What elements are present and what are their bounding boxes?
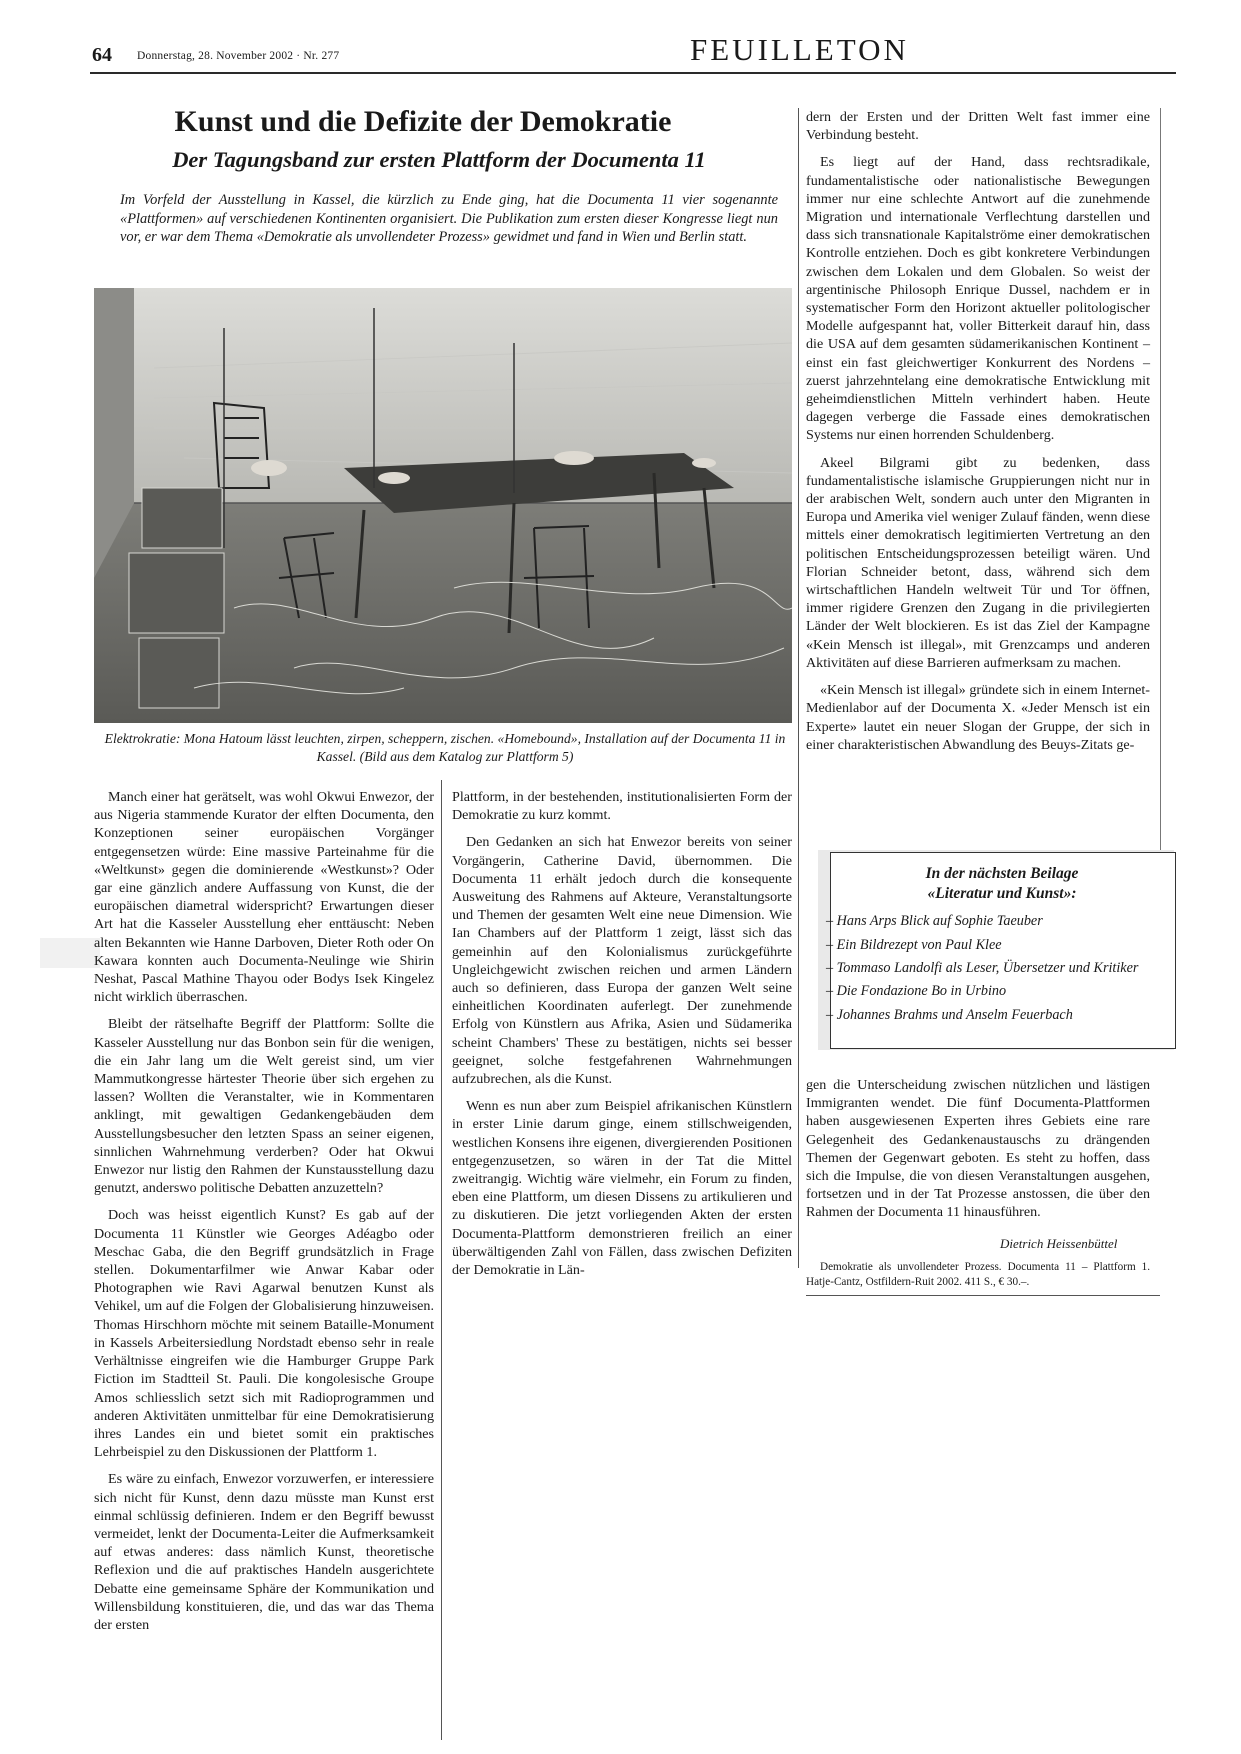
sidebar-box-item: – Hans Arps Blick auf Sophie Taeuber	[826, 913, 1043, 929]
paragraph: Wenn es nun aber zum Beispiel afrikanischen Künstlern in erster Linie darum ginge, einem stillschweigenden, westlichen Konsens ihre eigenen, divergierenden Positionen entgegenzusetzen, so wären in der Tat die Mittel zweitrangig. Wichtig wäre vielmehr, ein Forum zu finden, eben eine Plattform, um diesen Dissens zu artikulieren und zu diskutieren. Die jetzt vorliegenden Akten der ersten Documenta-Plattform demonstrieren freilich an einer überwältigenden Zahl von Fällen, dass zwischen Defiziten der Demokratie in Län-	[452, 1098, 792, 1279]
paragraph: Es wäre zu einfach, Enwezor vorzuwerfen, er interessiere sich nicht für Kunst, denn dazu müsste man Kunst erst einmal schlüssig definieren. Indem er den Begriff bewusst vermeidet, lenkt der Documenta-Leiter die Aufmerksamkeit auf etwas anderes: dass nämlich Kunst, theoretische Reflexion und die auf praktisches Handeln ausgerichtete Debatte eine gemeinsame Sphäre der Kommunikation und Willensbildung konstituieren, die, und das war das Thema der ersten	[94, 1471, 434, 1633]
article-column-3	[806, 108, 1150, 754]
subheadline: Der Tagungsband zur ersten Plattform der Documenta 11	[172, 147, 706, 172]
photo-caption: Elektrokratie: Mona Hatoum lässt leuchten, zirpen, scheppern, zischen. «Homebound», Installation auf der Documenta 11 in Kassel. (Bild aus dem Katalog zur Plattform 5)	[104, 731, 786, 765]
article-column-2	[452, 788, 792, 1279]
installation-photo	[94, 288, 792, 723]
paragraph: gen die Unterscheidung zwischen nützlichen und lästigen Immigranten wendet. Die fünf Documenta-Plattformen haben ausgewiesenen Experten ihres Gebiets eine rare Gelegenheit des Gedankenaustauschs zu drängenden Themen der Gegenwart geboten. Es steht zu hoffen, dass sich die Impulse, die von diesen Veranstaltungen ausgehen, fortsetzen und in der Tat Prozesse anstossen, die über den Rahmen der Documenta 11 hinausführen.	[806, 1077, 1150, 1221]
sidebar-box-item: – Die Fondazione Bo in Urbino	[826, 983, 1007, 1000]
sidebar-box-item: – Ein Bildrezept von Paul Klee	[826, 936, 1002, 953]
paragraph: «Kein Mensch ist illegal» gründete sich in einem Internet-Medienlabor auf der Documenta X. «Jeder Mensch ist ein Experte» lautet ein neuer Slogan der Gruppe, der sich in einer charakteristischen Abwandlung des Beuys-Zitats ge-	[806, 682, 1150, 753]
paragraph: Den Gedanken an sich hat Enwezor bereits von seiner Vorgängerin, Catherine David, übernommen. Die Documenta 11 erhält jedoch durch die konsequente Ausweitung des Rahmens auf Akteure, Veranstaltungsorte und Themen der gesamten Welt eine neue Dimension. Wie Ian Chambers auf der Plattform 1 zeigt, lässt sich das gemeinhin auf den Kolonialismus zurückgeführte Ungleichgewicht zwischen reichen und armen Ländern auch so definieren, dass Europa der ganzen Welt seine einheitlichen Koordinaten auferlegt. Der zunehmende Erfolg von Künstlern aus Afrika, Asien und Südamerika scheint Chambers' These zu bestätigen, nichts sei besser geeignet, solche festgefahrenen Wahrnehmungen aufzubrechen, als die Kunst.	[452, 834, 792, 1088]
masthead-rule	[90, 72, 1176, 74]
sidebar-box-title-line: In der nächsten Beilage	[925, 865, 1079, 882]
headline: Kunst und die Defizite der Demokratie	[174, 105, 672, 138]
paragraph: Plattform, in der bestehenden, institutionalisierten Form der Demokratie zu kurz kommt.	[452, 789, 792, 824]
sidebar-box-list	[826, 910, 1146, 1027]
paragraph: Bleibt der rätselhafte Begriff der Plattform: Sollte die Kasseler Ausstellung nur das Bonbon sein für die wenigen, die ein Jahr lang um die Welt gereist sind, um vier Mammutkongresse härtester Theorie über sich ergehen zu lassen? Wollten die Veranstalter, wie in Kommentaren anklingt, mit gewaltigen Gedankengebäuden dem Ausstellungsbesucher den letzten Spass an seiner eigenen, sinnlichen Wahrnehmung verderben? Oder hat Okwui Enwezor nur listig den Rahmen der Kunstausstellung dazu genutzt, anderswo politische Debatten anzuzetteln?	[94, 1016, 434, 1197]
sidebar-box-title	[830, 864, 1174, 904]
column-divider	[441, 780, 442, 1740]
scan-artifact	[40, 938, 100, 968]
paragraph: dern der Ersten und der Dritten Welt fast immer eine Verbindung besteht.	[806, 109, 1150, 144]
paragraph: Es liegt auf der Hand, dass rechtsradikale, fundamentalistische oder nationalistische Bewegungen immer nur eine schlechte Antwort auf die zunehmende Migration und internationale Verflechtung darstellen und dass sich transnationale Kapitalströme einer demokratischen Kontrolle entziehen. Doch es gibt konkretere Verbindungen zwischen dem Lokalen und dem Globalen. So weist der argentinische Philosoph Enrique Dussel, nachdem er in systematischer Form den Horizont aktueller politologischer Modelle aufgespannt hat, voller Bitterkeit darauf hin, dass die USA auf dem gesamten südamerikanischen Kontinent – einst ein fast gleichwertiger Konkurrent des Nordens – zuerst jahrzehntelang eine demokratische Entwicklung mit geheimdienstlichen Mitteln verhindert haben. Heute dagegen verberge die Fassade eines demokratischen Systems nur einen horrenden Schuldenberg.	[806, 154, 1150, 444]
bibliographic-note: Demokratie als unvollendeter Prozess. Documenta 11 – Plattform 1. Hatje-Cantz, Ostfildern-Ruit 2002. 411 S., € 30.–.	[806, 1261, 1150, 1288]
paragraph: Manch einer hat gerätselt, was wohl Okwui Enwezor, der aus Nigeria stammende Kurator der elften Documenta, den Konzeptionen seiner europäischen Vorgänger entgegensetzen würde: Eine massive Parteinahme für die «Weltkunst» gegen die dominierende «Westkunst»? Oder gar eine gänzlich andere Auffassung von Kunst, die der europäischen diametral widerspricht? Erwartungen dieser Art hat die Kasseler Ausstellung eher enttäuscht: Neben alten Bekannten wie Hanne Darboven, Dieter Roth oder On Kawara konnten auch Documenta-Neulinge wie Shirin Neshat, Pascal Mathine Thayou oder Bodys Isek Kingelez nicht wirklich überraschen.	[94, 789, 434, 1006]
paragraph: Doch was heisst eigentlich Kunst? Es gab auf der Documenta 11 Künstler wie Georges Adéagbo oder Meschac Gaba, die den Begriff grundsätzlich in Frage stellen. Dokumentarfilmer wie Anwar Kabar oder Photographen wie Ravi Agarwal benutzen Kunst als Vehikel, um auf die Folgen der Globalisierung hinzuweisen. Thomas Hirschhorn möchte mit seinem Bataille-Monument in Kassels Arbeitersiedlung Nordstadt ebenso sehr in reale Verhältnisse eingreifen wie die Hamburger Gruppe Park Fiction im Stadtteil St. Pauli. Die kongolesische Groupe Amos schliesslich setzt sich mit Radioprogrammen und anderen Aktivitäten unmittelbar für eine Demokratisierung ihres Landes ein und bietet somit ein praktisches Lehrbeispiel zu den Diskussionen der Plattform 1.	[94, 1207, 434, 1461]
paragraph: Akeel Bilgrami gibt zu bedenken, dass fundamentalistische islamische Gruppierungen nicht nur in der arabischen Welt, sondern auch unter den Migranten in Europa und Amerika viel weniger Zulauf fänden, wenn diese mittels einer demokratisch legitimierten Vertretung an den politischen Entscheidungsprozessen beteiligt wären. Und Florian Schneider betont, dass, während sich dem wirtschaftlichen Handeln weltweit Tür und Tor öffnen, immer rigidere Grenzen den Zugang in die privilegierten Länder der Welt blockieren. Es ist das Ziel der Kampagne «Kein Mensch ist illegal», mit Grenzcamps und anderen Aktivitäten auf diese Barrieren aufmerksam zu machen.	[806, 454, 1151, 671]
section-title: FEUILLETON	[690, 32, 909, 67]
installation-photo-graphic	[94, 288, 792, 723]
author-byline: Dietrich Heissenbüttel	[1000, 1236, 1118, 1251]
sidebar-box-title-line: «Literatur und Kunst»:	[927, 885, 1077, 902]
end-rule	[806, 1295, 1160, 1296]
column-divider	[798, 108, 799, 1268]
page-number: 64	[92, 44, 112, 66]
article-column-3-continued	[806, 1076, 1150, 1222]
sidebar-box-item: – Johannes Brahms und Anselm Feuerbach	[826, 1006, 1073, 1023]
sidebar-box-item: – Tommaso Landolfi als Leser, Übersetzer und Kritiker	[826, 960, 1139, 977]
lead-paragraph: Im Vorfeld der Ausstellung in Kassel, die kürzlich zu Ende ging, hat die Documenta 11 vier sogenannte «Plattformen» auf verschiedenen Kontinenten organisiert. Die Publikation zum ersten dieser Kongresse liegt nun vor, er war dem Thema «Demokratie als unvollendeter Prozess» gewidmet und fand in Wien und Berlin statt.	[120, 192, 778, 246]
article-column-1	[94, 788, 434, 1634]
dateline: Donnerstag, 28. November 2002 · Nr. 277	[137, 50, 340, 62]
